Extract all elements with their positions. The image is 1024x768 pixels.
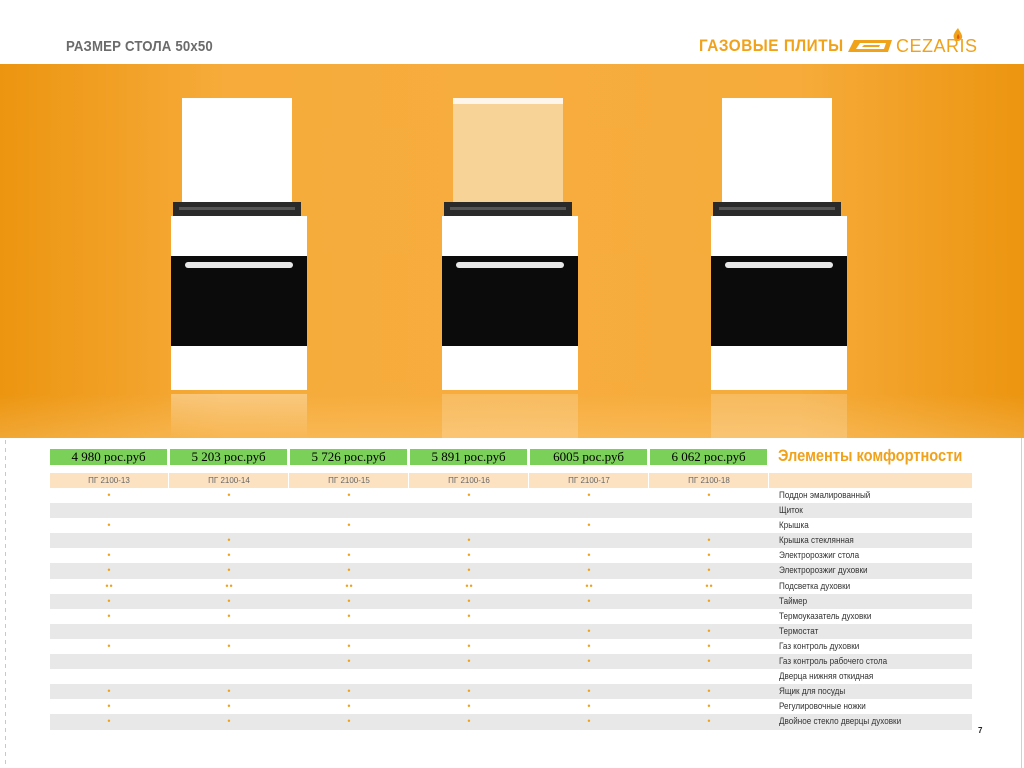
feature-mark: • bbox=[227, 610, 232, 621]
model-header: ПГ 2100-15 bbox=[290, 473, 409, 488]
feature-mark: • bbox=[107, 686, 112, 697]
feature-mark: • bbox=[587, 656, 592, 667]
feature-name: Газ контроль духовки bbox=[779, 640, 860, 651]
feature-mark bbox=[530, 503, 649, 518]
feature-mark: • bbox=[107, 716, 112, 727]
table-row bbox=[50, 563, 972, 578]
feature-name: Газ контроль рабочего стола bbox=[779, 656, 888, 667]
feature-mark: • bbox=[347, 656, 352, 667]
feature-mark: • bbox=[467, 701, 472, 712]
feature-mark bbox=[650, 518, 769, 533]
stove-image bbox=[709, 64, 849, 438]
category-title: ГАЗОВЫЕ ПЛИТЫ bbox=[699, 36, 844, 55]
feature-mark: •• bbox=[465, 580, 474, 591]
feature-mark bbox=[290, 533, 409, 548]
table-row bbox=[50, 654, 972, 669]
feature-mark bbox=[410, 669, 529, 684]
feature-mark: • bbox=[587, 701, 592, 712]
price-label: 6005 рос.руб bbox=[530, 449, 647, 465]
feature-name: Щиток bbox=[779, 505, 803, 516]
feature-name: Крышка стеклянная bbox=[779, 535, 854, 546]
feature-mark: • bbox=[107, 610, 112, 621]
feature-mark: • bbox=[587, 595, 592, 606]
feature-name: Термостат bbox=[779, 625, 819, 636]
feature-mark: • bbox=[347, 716, 352, 727]
feature-mark: • bbox=[467, 640, 472, 651]
feature-mark: • bbox=[467, 686, 472, 697]
feature-mark: • bbox=[347, 610, 352, 621]
feature-mark: • bbox=[227, 640, 232, 651]
feature-mark bbox=[290, 669, 409, 684]
feature-mark: • bbox=[467, 595, 472, 606]
feature-mark: • bbox=[227, 490, 232, 500]
features-table bbox=[50, 473, 972, 730]
feature-mark: • bbox=[467, 550, 472, 561]
price-row bbox=[50, 449, 768, 465]
feature-mark: • bbox=[467, 535, 472, 546]
feature-mark: • bbox=[227, 701, 232, 712]
feature-mark: • bbox=[467, 656, 472, 667]
feature-mark bbox=[290, 503, 409, 518]
price-label: 5 203 рос.руб bbox=[170, 449, 287, 465]
model-header: ПГ 2100-14 bbox=[170, 473, 289, 488]
table-row bbox=[50, 579, 972, 594]
feature-mark bbox=[170, 654, 289, 669]
feature-mark: • bbox=[107, 550, 112, 561]
feature-mark: • bbox=[587, 565, 592, 576]
feature-mark: •• bbox=[225, 580, 234, 591]
feature-mark bbox=[650, 669, 769, 684]
feature-mark: • bbox=[587, 550, 592, 561]
price-label: 5 726 рос.руб bbox=[290, 449, 407, 465]
feature-mark: • bbox=[707, 701, 712, 712]
table-row bbox=[50, 669, 972, 684]
section-title: Элементы комфортности bbox=[778, 446, 963, 465]
price-label: 5 891 рос.руб bbox=[410, 449, 527, 465]
feature-mark: •• bbox=[345, 580, 354, 591]
feature-mark bbox=[410, 518, 529, 533]
feature-mark: • bbox=[347, 565, 352, 576]
feature-mark: • bbox=[707, 550, 712, 561]
model-header: ПГ 2100-18 bbox=[650, 473, 769, 488]
feature-mark bbox=[410, 624, 529, 639]
feature-mark bbox=[290, 624, 409, 639]
feature-mark: • bbox=[707, 595, 712, 606]
table-row bbox=[50, 714, 972, 729]
table-row bbox=[50, 488, 972, 503]
feature-mark: • bbox=[227, 550, 232, 561]
feature-mark: • bbox=[347, 686, 352, 697]
feature-mark: • bbox=[587, 716, 592, 727]
feature-name: Подсветка духовки bbox=[779, 580, 851, 591]
feature-mark: • bbox=[347, 520, 352, 531]
feature-mark bbox=[650, 609, 769, 624]
feature-mark: • bbox=[707, 535, 712, 546]
feature-mark bbox=[170, 518, 289, 533]
table-row bbox=[50, 684, 972, 699]
feature-mark bbox=[50, 624, 169, 639]
price-label: 6 062 рос.руб bbox=[650, 449, 767, 465]
table-row bbox=[50, 609, 972, 624]
table-row bbox=[50, 503, 972, 518]
feature-mark bbox=[50, 654, 169, 669]
feature-name: Дверца нижняя откидная bbox=[779, 671, 874, 682]
feature-mark: • bbox=[587, 520, 592, 531]
table-row bbox=[50, 533, 972, 548]
table-row bbox=[50, 594, 972, 609]
feature-mark: • bbox=[707, 656, 712, 667]
model-header: ПГ 2100-16 bbox=[410, 473, 529, 488]
feature-mark: • bbox=[707, 490, 712, 500]
table-row bbox=[50, 518, 972, 533]
table-header-row bbox=[50, 473, 972, 488]
feature-mark bbox=[170, 503, 289, 518]
feature-mark bbox=[170, 624, 289, 639]
feature-name: Ящик для посуды bbox=[779, 686, 846, 697]
feature-mark bbox=[410, 503, 529, 518]
feature-mark: • bbox=[707, 625, 712, 636]
feature-mark: • bbox=[467, 490, 472, 500]
price-label: 4 980 рос.руб bbox=[50, 449, 167, 465]
feature-mark: •• bbox=[105, 580, 114, 591]
feature-mark: •• bbox=[705, 580, 714, 591]
feature-mark: • bbox=[227, 686, 232, 697]
feature-mark: • bbox=[107, 640, 112, 651]
feature-mark: • bbox=[227, 535, 232, 546]
feature-mark: • bbox=[587, 625, 592, 636]
feature-mark: • bbox=[227, 716, 232, 727]
feature-mark: • bbox=[227, 595, 232, 606]
size-title: РАЗМЕР СТОЛА 50x50 bbox=[66, 38, 213, 55]
feature-mark: • bbox=[107, 701, 112, 712]
feature-mark: • bbox=[347, 640, 352, 651]
table-row bbox=[50, 548, 972, 563]
feature-mark: • bbox=[347, 701, 352, 712]
feature-name: Двойное стекло дверцы духовки bbox=[779, 716, 902, 727]
page-number: 7 bbox=[978, 726, 983, 735]
feature-mark: • bbox=[107, 595, 112, 606]
feature-mark: • bbox=[467, 716, 472, 727]
feature-mark: • bbox=[467, 565, 472, 576]
feature-mark: • bbox=[587, 686, 592, 697]
feature-name: Таймер bbox=[779, 595, 808, 606]
feature-mark: • bbox=[707, 686, 712, 697]
feature-name: Электророзжиг духовки bbox=[779, 565, 868, 576]
feature-mark: • bbox=[587, 640, 592, 651]
feature-mark bbox=[530, 533, 649, 548]
feature-mark: • bbox=[707, 640, 712, 651]
stove-image bbox=[440, 64, 580, 438]
feature-mark bbox=[170, 669, 289, 684]
feature-mark: • bbox=[707, 565, 712, 576]
feature-name: Крышка bbox=[779, 520, 809, 531]
feature-mark: • bbox=[587, 490, 592, 500]
feature-mark: • bbox=[107, 520, 112, 531]
table-row bbox=[50, 639, 972, 654]
feature-name: Электророзжиг стола bbox=[779, 550, 860, 561]
feature-mark: • bbox=[227, 565, 232, 576]
product-banner bbox=[0, 64, 1024, 438]
page-header bbox=[0, 0, 1024, 64]
model-header: ПГ 2100-13 bbox=[50, 473, 169, 488]
feature-mark: • bbox=[107, 565, 112, 576]
feature-mark bbox=[50, 533, 169, 548]
feature-mark: •• bbox=[585, 580, 594, 591]
feature-mark bbox=[650, 503, 769, 518]
feature-mark: • bbox=[467, 610, 472, 621]
model-header: ПГ 2100-17 bbox=[530, 473, 649, 488]
table-row bbox=[50, 624, 972, 639]
table-row bbox=[50, 699, 972, 714]
feature-mark: • bbox=[107, 490, 112, 500]
feature-mark: • bbox=[347, 595, 352, 606]
feature-mark: • bbox=[347, 550, 352, 561]
feature-name: Термоуказатель духовки bbox=[779, 610, 872, 621]
feature-mark bbox=[50, 669, 169, 684]
feature-name: Поддон эмалированный bbox=[779, 490, 871, 500]
feature-mark bbox=[530, 669, 649, 684]
feature-mark: • bbox=[707, 716, 712, 727]
feature-mark: • bbox=[347, 490, 352, 500]
stove-image bbox=[169, 64, 309, 438]
brand-name: CEZARIS bbox=[896, 36, 978, 56]
feature-mark bbox=[50, 503, 169, 518]
feature-name: Регулировочные ножки bbox=[779, 701, 866, 712]
feature-mark bbox=[530, 609, 649, 624]
